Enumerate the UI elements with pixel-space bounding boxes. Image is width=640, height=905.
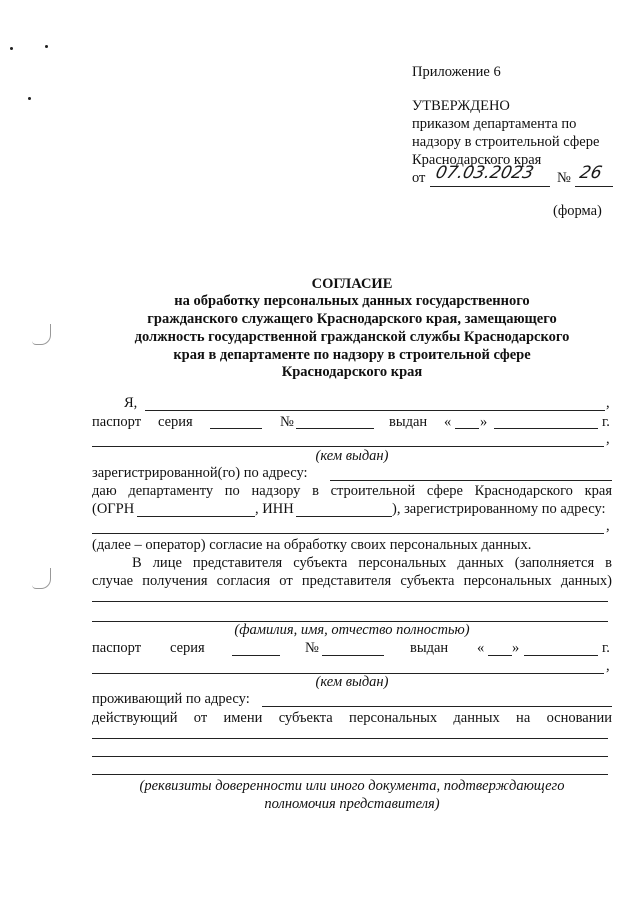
rep-issued-label: выдан bbox=[410, 640, 449, 656]
form-label: (форма) bbox=[553, 203, 602, 219]
title-line-3: должность государственной гражданской службы Краснодарского bbox=[134, 329, 570, 345]
title-line-4: края в департаменте по надзору в строительной сфере bbox=[173, 347, 531, 363]
handwritten-number: 26 bbox=[577, 163, 604, 183]
fullname-field[interactable] bbox=[145, 410, 605, 411]
requisites-hint-line-2: полномочия представителя) bbox=[264, 796, 440, 812]
quote-open: « bbox=[444, 414, 452, 430]
date-underline bbox=[430, 186, 550, 187]
operator-address-field[interactable] bbox=[92, 533, 604, 534]
rep-quote-open: « bbox=[477, 640, 485, 656]
rep-year-label: г. bbox=[602, 640, 610, 656]
number-label: № bbox=[280, 414, 294, 430]
scan-speck bbox=[45, 45, 48, 48]
quote-close: » bbox=[480, 414, 488, 430]
representative-name-field-1[interactable] bbox=[92, 601, 608, 602]
date-from-label: от bbox=[412, 170, 426, 186]
number-underline bbox=[575, 186, 613, 187]
registered-address-label: ), зарегистрированному по адресу: bbox=[392, 501, 606, 517]
representative-line-2: случае получения согласия от представителя субъекта персональных данных) bbox=[92, 573, 612, 589]
consent-operator-line: даю департаменту по надзору в строительной сфере Краснодарского края bbox=[92, 483, 612, 499]
rep-series-label: серия bbox=[170, 640, 205, 656]
punch-hole-mark bbox=[32, 324, 51, 345]
issue-month-year-field[interactable] bbox=[494, 428, 598, 429]
rep-issued-by-hint: (кем выдан) bbox=[315, 674, 389, 690]
approved-line-2: надзору в строительной сфере bbox=[412, 134, 600, 150]
year-label: г. bbox=[602, 414, 610, 430]
basis-field-2[interactable] bbox=[92, 756, 608, 757]
ya-label: Я, bbox=[124, 395, 138, 411]
registered-address-field[interactable] bbox=[330, 480, 612, 481]
handwritten-date: 07.03.2023 bbox=[433, 163, 536, 183]
appendix-label: Приложение 6 bbox=[412, 64, 501, 80]
punch-hole-mark bbox=[32, 568, 51, 589]
requisites-hint-line-1: (реквизиты доверенности или иного документа, подтверждающего bbox=[139, 778, 565, 794]
ogrn-label: (ОГРН bbox=[92, 501, 135, 517]
issued-by-hint: (кем выдан) bbox=[315, 448, 389, 464]
basis-field-3[interactable] bbox=[92, 774, 608, 775]
rep-quote-close: » bbox=[512, 640, 520, 656]
issued-label: выдан bbox=[389, 414, 428, 430]
basis-field-1[interactable] bbox=[92, 738, 608, 739]
order-number-label: № bbox=[557, 170, 571, 186]
title-line-2: гражданского служащего Краснодарского края, замещающего bbox=[147, 311, 557, 327]
issue-day-field[interactable] bbox=[455, 428, 479, 429]
passport-number-field[interactable] bbox=[296, 428, 374, 429]
operator-consent-text: (далее – оператор) согласие на обработку своих персональных данных. bbox=[92, 537, 532, 553]
rep-issue-month-year-field[interactable] bbox=[524, 655, 598, 656]
comma: , bbox=[606, 431, 610, 447]
residing-label: проживающий по адресу: bbox=[92, 691, 250, 707]
fio-hint: (фамилия, имя, отчество полностью) bbox=[234, 622, 470, 638]
document-title: СОГЛАСИЕ bbox=[311, 276, 393, 292]
approved-label: УТВЕРЖДЕНО bbox=[412, 98, 510, 114]
comma: , bbox=[606, 395, 610, 411]
ogrn-field[interactable] bbox=[137, 516, 255, 517]
approved-line-1: приказом департамента по bbox=[412, 116, 577, 132]
representative-line-1: В лице представителя субъекта персональных данных (заполняется в bbox=[132, 555, 612, 571]
rep-passport-series-field[interactable] bbox=[232, 655, 280, 656]
title-line-1: на обработку персональных данных государственного bbox=[174, 293, 530, 309]
series-label: серия bbox=[158, 414, 193, 430]
rep-number-label: № bbox=[305, 640, 319, 656]
issued-by-field[interactable] bbox=[92, 446, 604, 447]
approved-line-3: Краснодарского края bbox=[412, 152, 542, 168]
acting-on-behalf-text: действующий от имени субъекта персональных данных на основании bbox=[92, 710, 612, 726]
passport-series-field[interactable] bbox=[210, 428, 262, 429]
rep-passport-number-field[interactable] bbox=[322, 655, 384, 656]
rep-issue-day-field[interactable] bbox=[488, 655, 512, 656]
registered-label: зарегистрированной(го) по адресу: bbox=[92, 465, 308, 481]
comma: , bbox=[606, 518, 610, 534]
inn-field[interactable] bbox=[296, 516, 392, 517]
title-line-5: Краснодарского края bbox=[281, 364, 423, 380]
scan-speck bbox=[28, 97, 31, 100]
inn-label: , ИНН bbox=[255, 501, 294, 517]
rep-passport-label: паспорт bbox=[92, 640, 142, 656]
passport-label: паспорт bbox=[92, 414, 142, 430]
scan-speck bbox=[10, 47, 13, 50]
residing-address-field[interactable] bbox=[262, 706, 612, 707]
comma: , bbox=[606, 658, 610, 674]
